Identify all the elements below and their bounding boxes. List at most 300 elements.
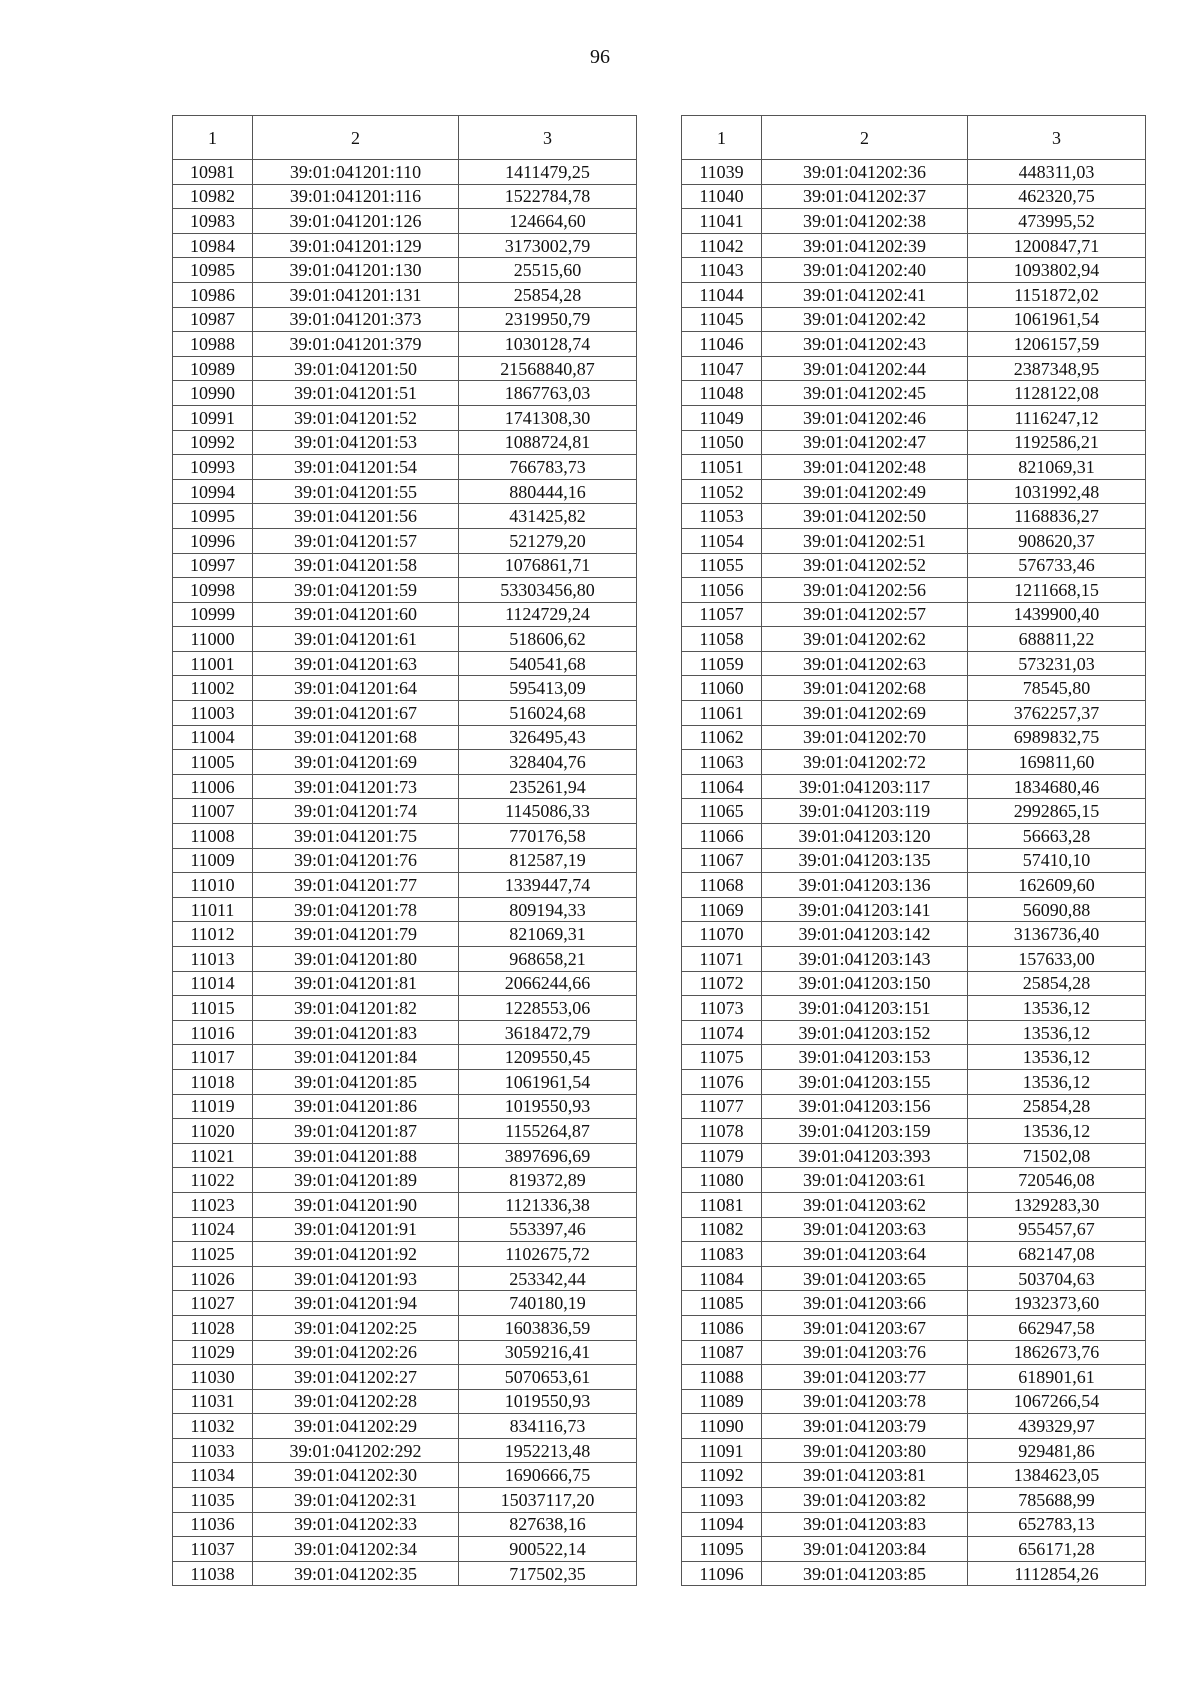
table-row [173, 282, 637, 307]
cell-number: 11076 [682, 1069, 762, 1094]
cell-number: 10988 [173, 332, 253, 357]
cell-number: 10992 [173, 430, 253, 455]
cell-number: 11077 [682, 1094, 762, 1119]
cell-value: 1206157,59 [968, 332, 1146, 357]
cell-number: 10991 [173, 405, 253, 430]
cell-cadastral-id: 39:01:041201:87 [253, 1119, 459, 1144]
cell-number: 11045 [682, 307, 762, 332]
cell-value: 968658,21 [459, 947, 637, 972]
cell-number: 10999 [173, 602, 253, 627]
table-row [682, 1094, 1146, 1119]
cell-value: 328404,76 [459, 750, 637, 775]
table-row [173, 1020, 637, 1045]
table-row [682, 1488, 1146, 1513]
table-row [682, 1389, 1146, 1414]
cell-cadastral-id: 39:01:041203:135 [762, 848, 968, 873]
table-row [682, 381, 1146, 406]
cell-number: 10996 [173, 528, 253, 553]
cell-number: 11069 [682, 897, 762, 922]
cell-value: 1155264,87 [459, 1119, 637, 1144]
table-row [173, 1438, 637, 1463]
cell-cadastral-id: 39:01:041203:156 [762, 1094, 968, 1119]
cell-cadastral-id: 39:01:041202:27 [253, 1365, 459, 1390]
cell-number: 11012 [173, 922, 253, 947]
table-row [173, 233, 637, 258]
cell-cadastral-id: 39:01:041203:136 [762, 873, 968, 898]
table-row [173, 1242, 637, 1267]
table-row [682, 553, 1146, 578]
cell-cadastral-id: 39:01:041202:47 [762, 430, 968, 455]
cell-cadastral-id: 39:01:041203:393 [762, 1143, 968, 1168]
cell-value: 503704,63 [968, 1266, 1146, 1291]
cell-number: 11056 [682, 578, 762, 603]
cell-number: 11047 [682, 356, 762, 381]
cell-value: 955457,67 [968, 1217, 1146, 1242]
cell-cadastral-id: 39:01:041202:46 [762, 405, 968, 430]
cell-value: 1121336,38 [459, 1192, 637, 1217]
cell-value: 1112854,26 [968, 1561, 1146, 1586]
table-row [173, 1217, 637, 1242]
cell-number: 11023 [173, 1192, 253, 1217]
cell-value: 57410,10 [968, 848, 1146, 873]
table-row [682, 1340, 1146, 1365]
cell-value: 819372,89 [459, 1168, 637, 1193]
cell-cadastral-id: 39:01:041203:76 [762, 1340, 968, 1365]
cell-number: 11042 [682, 233, 762, 258]
table-row [682, 1217, 1146, 1242]
cell-value: 1030128,74 [459, 332, 637, 357]
cell-value: 1031992,48 [968, 479, 1146, 504]
cell-cadastral-id: 39:01:041202:31 [253, 1488, 459, 1513]
cell-cadastral-id: 39:01:041201:129 [253, 233, 459, 258]
cell-cadastral-id: 39:01:041201:80 [253, 947, 459, 972]
cell-number: 11018 [173, 1069, 253, 1094]
cell-number: 11024 [173, 1217, 253, 1242]
cell-cadastral-id: 39:01:041203:119 [762, 799, 968, 824]
cell-value: 595413,09 [459, 676, 637, 701]
cell-number: 11085 [682, 1291, 762, 1316]
cell-value: 573231,03 [968, 651, 1146, 676]
table-row [682, 405, 1146, 430]
cell-number: 11055 [682, 553, 762, 578]
cell-cadastral-id: 39:01:041201:85 [253, 1069, 459, 1094]
cell-number: 11062 [682, 725, 762, 750]
cell-number: 11052 [682, 479, 762, 504]
cell-value: 900522,14 [459, 1537, 637, 1562]
table-row [173, 848, 637, 873]
table-row [173, 922, 637, 947]
cell-value: 1690666,75 [459, 1463, 637, 1488]
table-row [173, 405, 637, 430]
cell-number: 11048 [682, 381, 762, 406]
cell-number: 11060 [682, 676, 762, 701]
cell-cadastral-id: 39:01:041203:151 [762, 996, 968, 1021]
cell-cadastral-id: 39:01:041201:74 [253, 799, 459, 824]
cell-value: 827638,16 [459, 1512, 637, 1537]
table-row [173, 676, 637, 701]
cell-number: 11087 [682, 1340, 762, 1365]
cell-cadastral-id: 39:01:041201:86 [253, 1094, 459, 1119]
table-row [173, 430, 637, 455]
table-row [173, 1119, 637, 1144]
table-row [682, 258, 1146, 283]
cell-cadastral-id: 39:01:041203:82 [762, 1488, 968, 1513]
cell-cadastral-id: 39:01:041201:73 [253, 774, 459, 799]
cell-value: 1522784,78 [459, 184, 637, 209]
table-row [173, 1561, 637, 1586]
table-row [173, 1389, 637, 1414]
cell-value: 1061961,54 [968, 307, 1146, 332]
table-row [173, 184, 637, 209]
table-row [173, 750, 637, 775]
cell-number: 11037 [173, 1537, 253, 1562]
cell-cadastral-id: 39:01:041201:77 [253, 873, 459, 898]
cell-value: 25854,28 [968, 971, 1146, 996]
cell-cadastral-id: 39:01:041201:51 [253, 381, 459, 406]
table-row [173, 1463, 637, 1488]
cell-cadastral-id: 39:01:041201:131 [253, 282, 459, 307]
cell-cadastral-id: 39:01:041203:79 [762, 1414, 968, 1439]
cell-number: 11082 [682, 1217, 762, 1242]
cell-number: 11030 [173, 1365, 253, 1390]
cell-number: 11057 [682, 602, 762, 627]
table-row [173, 1266, 637, 1291]
cell-cadastral-id: 39:01:041201:57 [253, 528, 459, 553]
table-row [173, 947, 637, 972]
cell-number: 11063 [682, 750, 762, 775]
cell-cadastral-id: 39:01:041202:49 [762, 479, 968, 504]
cell-number: 11016 [173, 1020, 253, 1045]
cell-cadastral-id: 39:01:041203:80 [762, 1438, 968, 1463]
cell-number: 10994 [173, 479, 253, 504]
cell-cadastral-id: 39:01:041203:81 [762, 1463, 968, 1488]
cell-value: 326495,43 [459, 725, 637, 750]
cell-number: 11068 [682, 873, 762, 898]
cell-value: 25854,28 [459, 282, 637, 307]
cell-number: 11066 [682, 824, 762, 849]
cell-cadastral-id: 39:01:041203:61 [762, 1168, 968, 1193]
cell-number: 11001 [173, 651, 253, 676]
cell-number: 10984 [173, 233, 253, 258]
cell-value: 1151872,02 [968, 282, 1146, 307]
table-row [682, 1242, 1146, 1267]
table-row [682, 1143, 1146, 1168]
cell-cadastral-id: 39:01:041201:61 [253, 627, 459, 652]
cell-value: 834116,73 [459, 1414, 637, 1439]
table-row [173, 528, 637, 553]
cell-value: 71502,08 [968, 1143, 1146, 1168]
cell-number: 11074 [682, 1020, 762, 1045]
right-table [681, 115, 1146, 1586]
cell-cadastral-id: 39:01:041202:41 [762, 282, 968, 307]
table-row [173, 307, 637, 332]
cell-number: 11000 [173, 627, 253, 652]
table-row [173, 1340, 637, 1365]
cell-number: 11029 [173, 1340, 253, 1365]
cell-cadastral-id: 39:01:041202:36 [762, 160, 968, 185]
cell-value: 3059216,41 [459, 1340, 637, 1365]
cell-value: 1439900,40 [968, 602, 1146, 627]
cell-value: 1932373,60 [968, 1291, 1146, 1316]
cell-cadastral-id: 39:01:041203:155 [762, 1069, 968, 1094]
cell-number: 11028 [173, 1315, 253, 1340]
table-row [682, 848, 1146, 873]
cell-cadastral-id: 39:01:041201:379 [253, 332, 459, 357]
cell-cadastral-id: 39:01:041202:292 [253, 1438, 459, 1463]
cell-cadastral-id: 39:01:041203:65 [762, 1266, 968, 1291]
cell-value: 1061961,54 [459, 1069, 637, 1094]
cell-number: 11090 [682, 1414, 762, 1439]
cell-cadastral-id: 39:01:041202:56 [762, 578, 968, 603]
cell-number: 11040 [682, 184, 762, 209]
cell-value: 3136736,40 [968, 922, 1146, 947]
cell-number: 11064 [682, 774, 762, 799]
cell-number: 11070 [682, 922, 762, 947]
cell-value: 473995,52 [968, 209, 1146, 234]
table-row [173, 504, 637, 529]
cell-value: 740180,19 [459, 1291, 637, 1316]
cell-number: 11051 [682, 455, 762, 480]
cell-cadastral-id: 39:01:041201:92 [253, 1242, 459, 1267]
cell-number: 11093 [682, 1488, 762, 1513]
cell-number: 11036 [173, 1512, 253, 1537]
cell-value: 553397,46 [459, 1217, 637, 1242]
cell-value: 56663,28 [968, 824, 1146, 849]
cell-cadastral-id: 39:01:041203:66 [762, 1291, 968, 1316]
table-row [173, 1488, 637, 1513]
cell-value: 1124729,24 [459, 602, 637, 627]
table-row [173, 873, 637, 898]
table-row [682, 1463, 1146, 1488]
cell-value: 169811,60 [968, 750, 1146, 775]
cell-number: 11006 [173, 774, 253, 799]
cell-number: 11027 [173, 1291, 253, 1316]
cell-value: 1019550,93 [459, 1094, 637, 1119]
cell-cadastral-id: 39:01:041201:76 [253, 848, 459, 873]
table-row [173, 971, 637, 996]
cell-number: 11005 [173, 750, 253, 775]
table-row [173, 1069, 637, 1094]
cell-value: 812587,19 [459, 848, 637, 873]
cell-number: 11039 [682, 160, 762, 185]
table-row [173, 1192, 637, 1217]
table-row [682, 1438, 1146, 1463]
table-row [682, 430, 1146, 455]
cell-number: 11020 [173, 1119, 253, 1144]
cell-value: 766783,73 [459, 455, 637, 480]
cell-cadastral-id: 39:01:041202:45 [762, 381, 968, 406]
table-row [682, 184, 1146, 209]
table-row [682, 1168, 1146, 1193]
cell-cadastral-id: 39:01:041201:81 [253, 971, 459, 996]
cell-value: 1603836,59 [459, 1315, 637, 1340]
cell-cadastral-id: 39:01:041201:89 [253, 1168, 459, 1193]
cell-number: 11019 [173, 1094, 253, 1119]
cell-number: 11041 [682, 209, 762, 234]
cell-value: 720546,08 [968, 1168, 1146, 1193]
table-row [173, 455, 637, 480]
table-row [682, 996, 1146, 1021]
cell-value: 13536,12 [968, 1020, 1146, 1045]
cell-number: 11071 [682, 947, 762, 972]
table-row [682, 651, 1146, 676]
cell-number: 11035 [173, 1488, 253, 1513]
cell-value: 821069,31 [459, 922, 637, 947]
cell-number: 11088 [682, 1365, 762, 1390]
cell-number: 11021 [173, 1143, 253, 1168]
table-row [682, 1414, 1146, 1439]
cell-cadastral-id: 39:01:041201:110 [253, 160, 459, 185]
cell-value: 2992865,15 [968, 799, 1146, 824]
cell-cadastral-id: 39:01:041202:44 [762, 356, 968, 381]
cell-number: 11086 [682, 1315, 762, 1340]
cell-cadastral-id: 39:01:041201:54 [253, 455, 459, 480]
cell-value: 462320,75 [968, 184, 1146, 209]
table-row [173, 479, 637, 504]
table-row [173, 1291, 637, 1316]
column-header-number: 1 [682, 116, 762, 160]
cell-number: 11015 [173, 996, 253, 1021]
cell-value: 1102675,72 [459, 1242, 637, 1267]
cell-cadastral-id: 39:01:041202:28 [253, 1389, 459, 1414]
cell-cadastral-id: 39:01:041202:51 [762, 528, 968, 553]
table-row [682, 332, 1146, 357]
cell-value: 13536,12 [968, 996, 1146, 1021]
table-row [173, 1537, 637, 1562]
cell-value: 15037117,20 [459, 1488, 637, 1513]
cell-value: 3173002,79 [459, 233, 637, 258]
cell-value: 662947,58 [968, 1315, 1146, 1340]
cell-number: 11003 [173, 701, 253, 726]
cell-cadastral-id: 39:01:041202:25 [253, 1315, 459, 1340]
cell-cadastral-id: 39:01:041203:141 [762, 897, 968, 922]
cell-value: 821069,31 [968, 455, 1146, 480]
cell-value: 1067266,54 [968, 1389, 1146, 1414]
cell-number: 11011 [173, 897, 253, 922]
cell-value: 25854,28 [968, 1094, 1146, 1119]
cell-value: 929481,86 [968, 1438, 1146, 1463]
cell-value: 1211668,15 [968, 578, 1146, 603]
table-row [682, 233, 1146, 258]
table-row [682, 1315, 1146, 1340]
column-header-value: 3 [968, 116, 1146, 160]
table-row [173, 332, 637, 357]
table-row [173, 627, 637, 652]
table-row [173, 1168, 637, 1193]
cell-number: 11022 [173, 1168, 253, 1193]
cell-value: 157633,00 [968, 947, 1146, 972]
cell-cadastral-id: 39:01:041202:48 [762, 455, 968, 480]
cell-number: 11075 [682, 1045, 762, 1070]
cell-cadastral-id: 39:01:041202:62 [762, 627, 968, 652]
table-row [173, 356, 637, 381]
cell-cadastral-id: 39:01:041202:26 [253, 1340, 459, 1365]
cell-value: 1741308,30 [459, 405, 637, 430]
table-row [682, 1119, 1146, 1144]
cell-cadastral-id: 39:01:041203:63 [762, 1217, 968, 1242]
cell-cadastral-id: 39:01:041201:53 [253, 430, 459, 455]
table-row [682, 1266, 1146, 1291]
cell-cadastral-id: 39:01:041201:373 [253, 307, 459, 332]
cell-number: 10989 [173, 356, 253, 381]
cell-value: 162609,60 [968, 873, 1146, 898]
cell-number: 11094 [682, 1512, 762, 1537]
table-row [682, 1192, 1146, 1217]
cell-number: 11072 [682, 971, 762, 996]
cell-number: 10986 [173, 282, 253, 307]
table-row [682, 282, 1146, 307]
table-row [682, 873, 1146, 898]
cell-cadastral-id: 39:01:041201:116 [253, 184, 459, 209]
cell-cadastral-id: 39:01:041203:150 [762, 971, 968, 996]
cell-value: 124664,60 [459, 209, 637, 234]
cell-number: 11013 [173, 947, 253, 972]
cell-cadastral-id: 39:01:041201:82 [253, 996, 459, 1021]
cell-value: 809194,33 [459, 897, 637, 922]
cell-cadastral-id: 39:01:041203:143 [762, 947, 968, 972]
cell-number: 11014 [173, 971, 253, 996]
cell-cadastral-id: 39:01:041202:63 [762, 651, 968, 676]
cell-value: 21568840,87 [459, 356, 637, 381]
table-row [682, 578, 1146, 603]
table-row [682, 1069, 1146, 1094]
cell-number: 11059 [682, 651, 762, 676]
cell-value: 908620,37 [968, 528, 1146, 553]
cell-value: 253342,44 [459, 1266, 637, 1291]
table-row [682, 676, 1146, 701]
table-row [173, 578, 637, 603]
cell-number: 11091 [682, 1438, 762, 1463]
cell-value: 1128122,08 [968, 381, 1146, 406]
cell-value: 1384623,05 [968, 1463, 1146, 1488]
cell-cadastral-id: 39:01:041202:37 [762, 184, 968, 209]
cell-value: 516024,68 [459, 701, 637, 726]
cell-value: 652783,13 [968, 1512, 1146, 1537]
cell-cadastral-id: 39:01:041201:55 [253, 479, 459, 504]
cell-value: 13536,12 [968, 1069, 1146, 1094]
cell-number: 11046 [682, 332, 762, 357]
table-row [682, 455, 1146, 480]
cell-cadastral-id: 39:01:041203:67 [762, 1315, 968, 1340]
cell-cadastral-id: 39:01:041201:93 [253, 1266, 459, 1291]
cell-value: 235261,94 [459, 774, 637, 799]
cell-cadastral-id: 39:01:041201:56 [253, 504, 459, 529]
cell-value: 656171,28 [968, 1537, 1146, 1562]
cell-value: 2319950,79 [459, 307, 637, 332]
table-row [173, 1315, 637, 1340]
cell-number: 11092 [682, 1463, 762, 1488]
cell-value: 3762257,37 [968, 701, 1146, 726]
cell-cadastral-id: 39:01:041202:50 [762, 504, 968, 529]
column-header-value: 3 [459, 116, 637, 160]
cell-cadastral-id: 39:01:041201:60 [253, 602, 459, 627]
cell-cadastral-id: 39:01:041201:69 [253, 750, 459, 775]
cell-cadastral-id: 39:01:041201:58 [253, 553, 459, 578]
table-row [682, 1020, 1146, 1045]
table-row [173, 996, 637, 1021]
table-row [682, 528, 1146, 553]
cell-cadastral-id: 39:01:041203:142 [762, 922, 968, 947]
cell-value: 6989832,75 [968, 725, 1146, 750]
cell-cadastral-id: 39:01:041203:117 [762, 774, 968, 799]
cell-number: 10981 [173, 160, 253, 185]
cell-value: 1862673,76 [968, 1340, 1146, 1365]
table-row [173, 1094, 637, 1119]
table-row [682, 897, 1146, 922]
cell-cadastral-id: 39:01:041203:153 [762, 1045, 968, 1070]
cell-cadastral-id: 39:01:041202:40 [762, 258, 968, 283]
cell-cadastral-id: 39:01:041201:90 [253, 1192, 459, 1217]
